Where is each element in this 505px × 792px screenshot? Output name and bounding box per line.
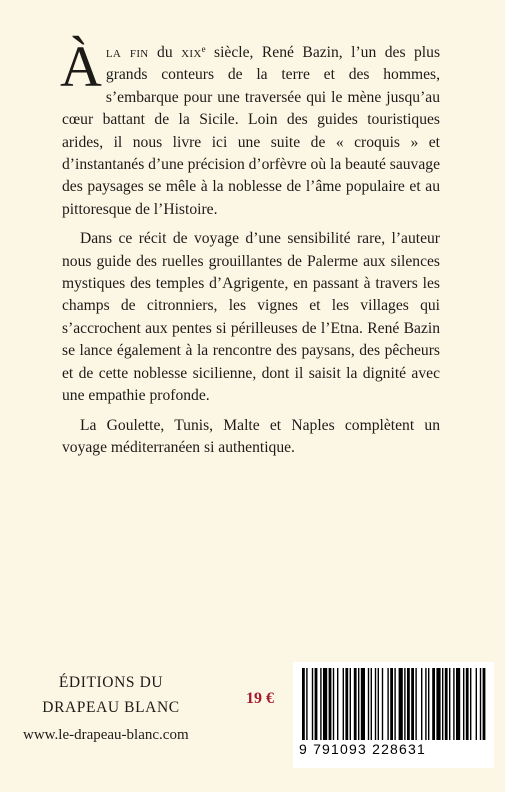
publisher-line-1: ÉDITIONS DU [58, 674, 164, 691]
paragraph-2: Dans ce récit de voyage d’une sensibilité rare, l’auteur nous guide des ruelles grouillantes de Palerme aux silences mystiques des temples d’Agrigente, en passant à travers les champs de citronniers, les vignes et les villages qui s’accrochent aux pentes si périlleuses de l’Etna. René Bazin se lance également à la rencontre des paysans, des pêcheurs et de cette noblesse sicilienne, dont il saisit la dignité avec une empathie profonde. [62, 230, 440, 405]
barcode-bar [371, 668, 372, 740]
drop-cap: À [60, 34, 102, 99]
barcode-bar [302, 668, 305, 740]
paragraph-1-text: siècle, René Bazin, l’un des plus grands conteurs de la terre et des hommes, s’embarque pour une traversée qui le mène jusqu’au cœur battant de la Sicile. Loin des guides touristiques arides, il nous livre ici une suite de « croquis » et d’instantanés d’une précision d’orfèvre où la beauté sauvage des paysages se mêle à la noblesse de l’âme populaire et au pittoresque de l’Histoire. [62, 44, 441, 218]
barcode-bar [333, 668, 334, 740]
barcode-bar [456, 668, 460, 740]
barcode-bar [483, 668, 486, 740]
barcode-bar [480, 668, 481, 740]
barcode-bar [432, 668, 435, 740]
barcode-bar [323, 668, 327, 740]
barcode-bar [445, 668, 448, 740]
barcode-bar [312, 668, 313, 740]
barcode-bar [449, 668, 450, 740]
barcode-bar [378, 668, 379, 740]
barcode-bar [470, 668, 471, 740]
barcode-bar [387, 668, 388, 740]
barcode-bar [382, 668, 383, 740]
barcode-bar [453, 668, 454, 740]
barcode-bar [421, 668, 422, 740]
barcode-bar [345, 668, 348, 740]
barcode-bar [390, 668, 393, 740]
barcode-bars [299, 668, 488, 740]
century-superscript: e [201, 44, 206, 54]
barcode-bar [463, 668, 464, 740]
barcode-bar [375, 668, 376, 740]
isbn-barcode [293, 662, 494, 768]
barcode-bar [350, 668, 351, 740]
price-label: 19 € [246, 690, 274, 707]
paragraph-3: La Goulette, Tunis, Malte et Naples complètent un voyage méditerranéen si authentique. [62, 416, 440, 456]
barcode-bar [442, 668, 443, 740]
opening-du: du [148, 44, 182, 61]
barcode-bar [354, 668, 357, 740]
barcode-bar [415, 668, 416, 740]
barcode-bar [466, 668, 469, 740]
barcode-bar [315, 668, 318, 740]
barcode-bar [404, 668, 405, 740]
barcode-bar [320, 668, 321, 740]
barcode-bar [329, 668, 332, 740]
century-numeral: xix [181, 44, 202, 61]
barcode-bar [436, 668, 440, 740]
opening-small-caps: la fin [105, 44, 149, 61]
barcode-bar [399, 668, 403, 740]
barcode-bar [343, 668, 344, 740]
barcode-bar [361, 668, 365, 740]
barcode-bar [428, 668, 429, 740]
barcode-bar [407, 668, 410, 740]
barcode-bar [337, 668, 338, 740]
publisher-website: www.le-drapeau-blanc.com [23, 727, 189, 743]
publisher-line-2: DRAPEAU BLANC [42, 699, 180, 716]
barcode-bar [306, 668, 307, 740]
barcode-bar [411, 668, 414, 740]
barcode-bar [394, 668, 395, 740]
barcode-bar [476, 668, 477, 740]
publisher-name [26, 670, 196, 720]
barcode-bar [368, 668, 369, 740]
barcode-number: 9 791093 228631 [299, 741, 426, 757]
paragraph-1 [60, 34, 441, 221]
back-cover-text [60, 34, 441, 466]
barcode-bar [358, 668, 359, 740]
barcode-bar [425, 668, 426, 740]
